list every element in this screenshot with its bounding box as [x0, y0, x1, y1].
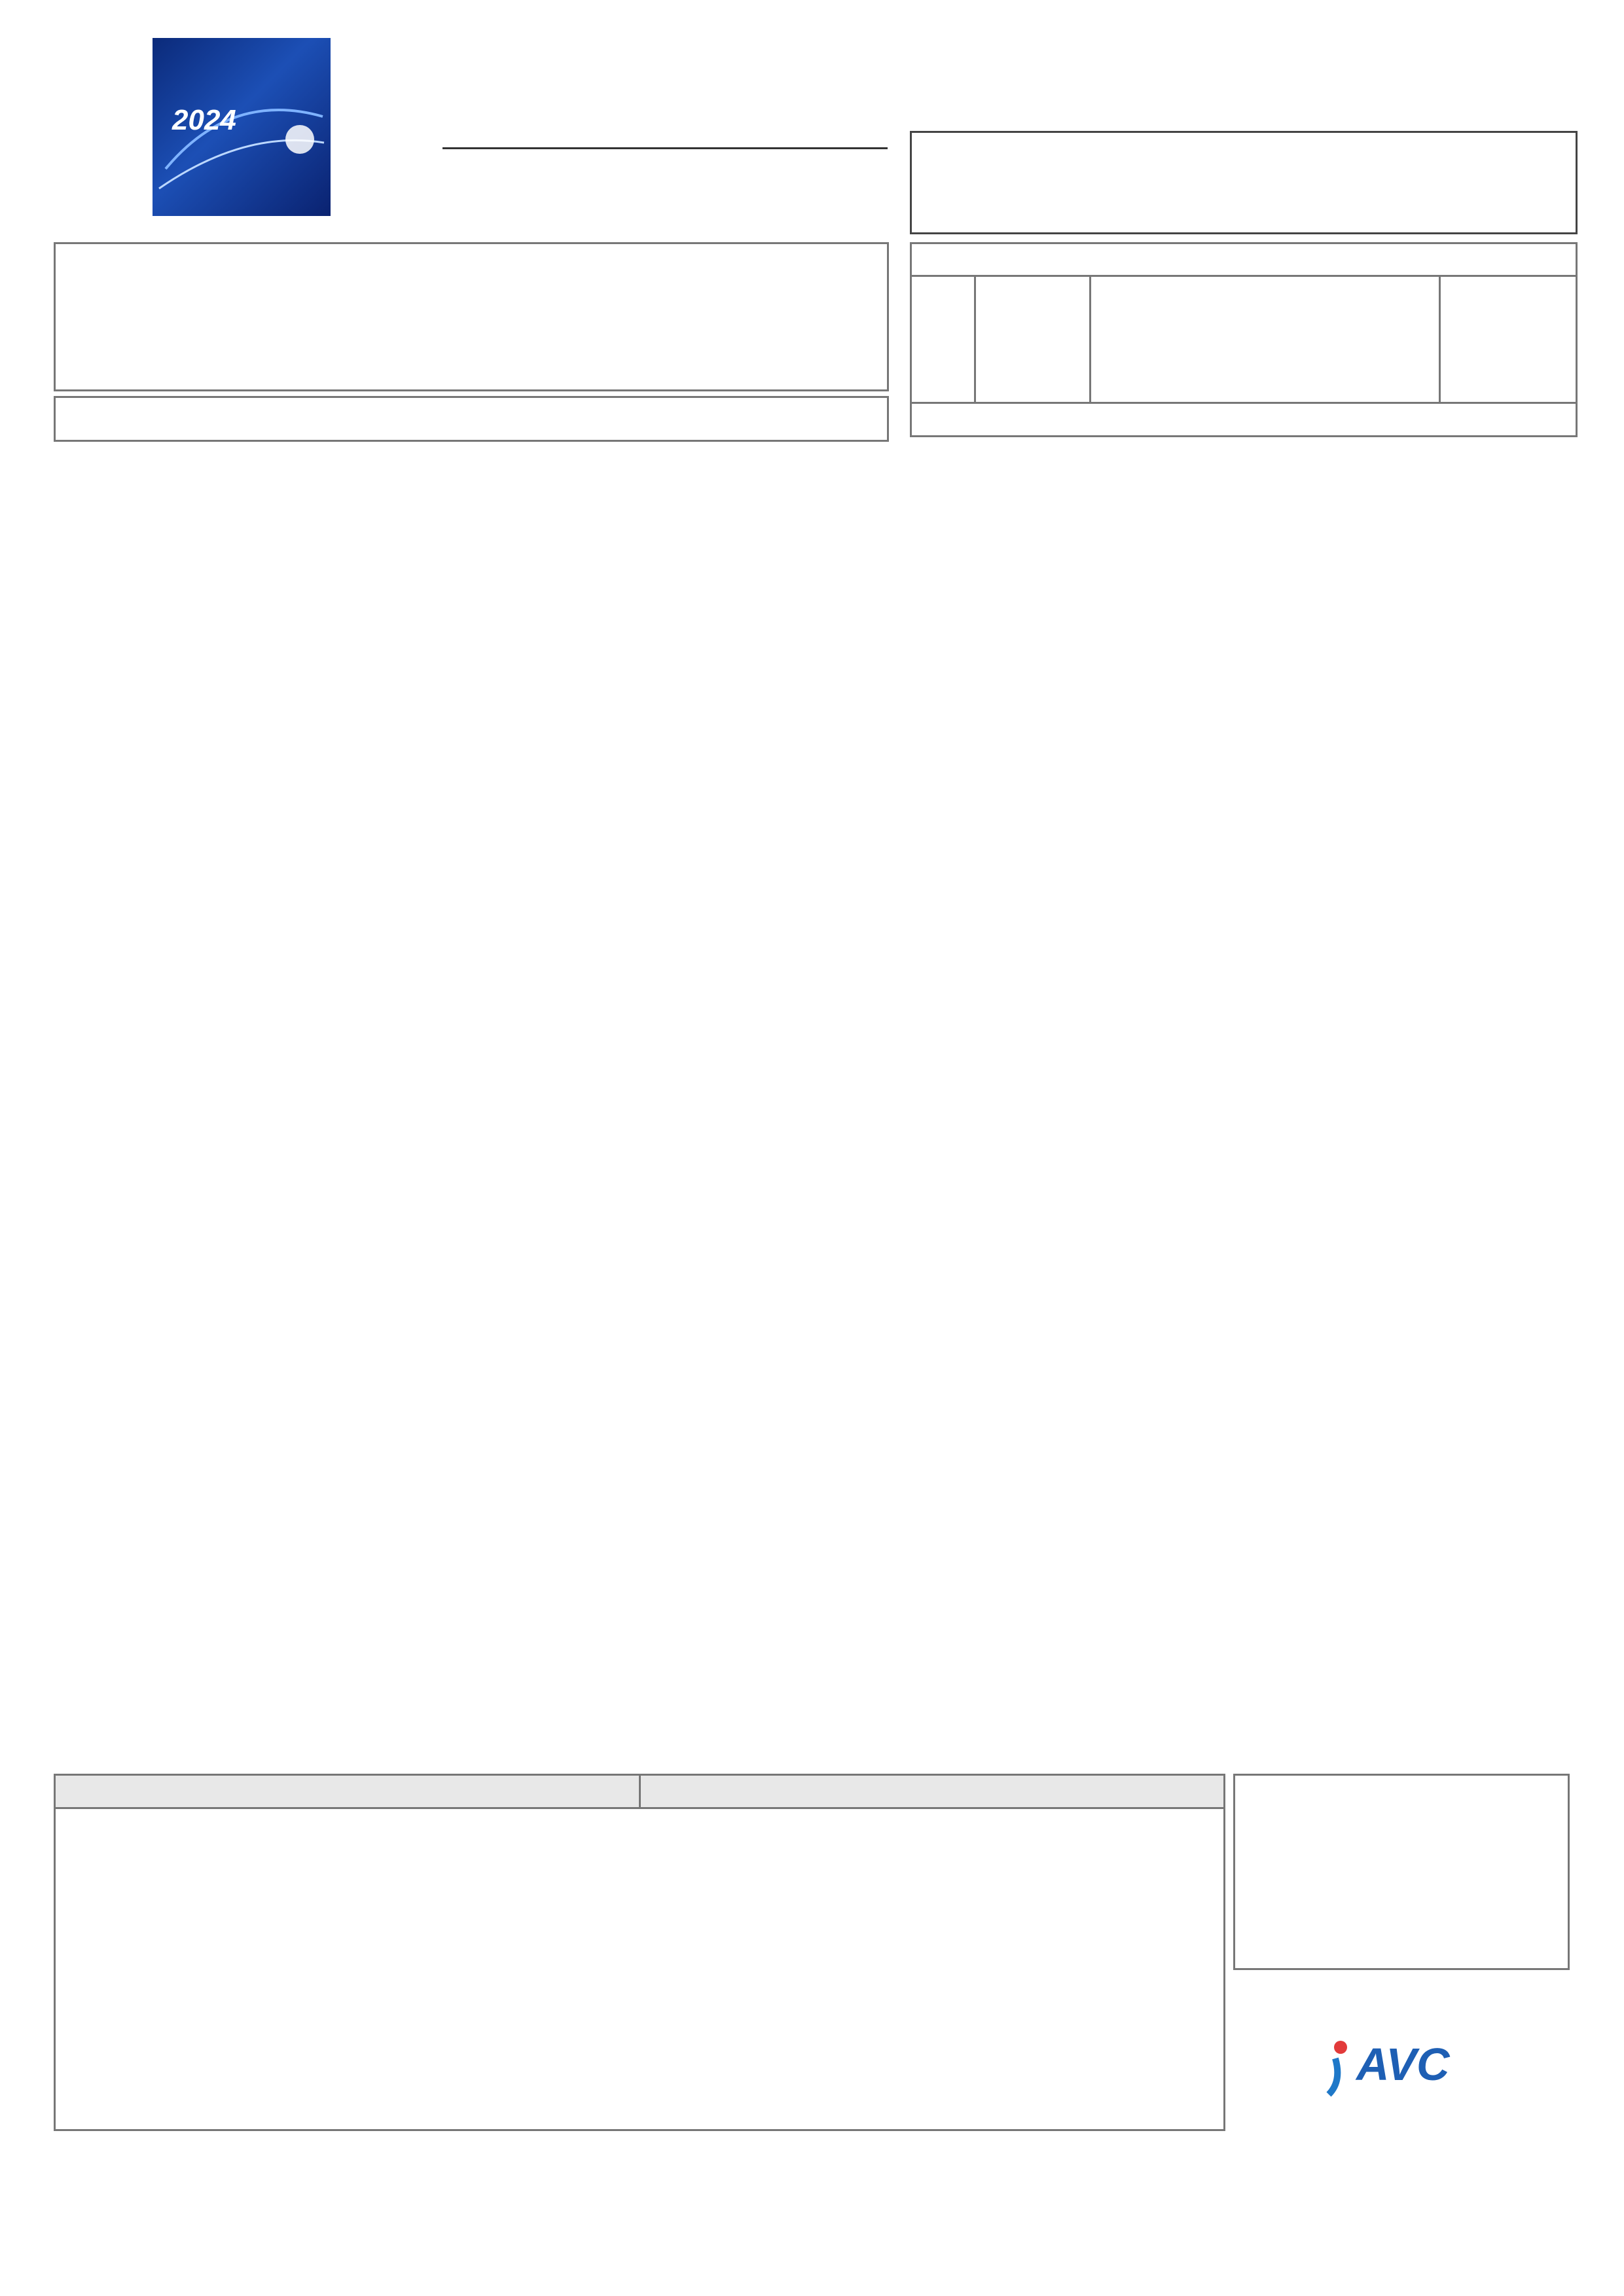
bottom-band-divider	[639, 1774, 641, 1809]
avc-logo-icon	[1316, 2029, 1486, 2108]
score-box	[910, 131, 1578, 234]
legend-box	[1233, 1774, 1570, 1970]
sets-table-divider	[910, 275, 1578, 277]
sets-col-divider-3	[1439, 275, 1441, 402]
title-divider	[442, 147, 888, 149]
bottom-frame	[54, 1809, 1225, 2131]
event-logo-art	[153, 38, 331, 216]
sets-col-divider-1	[974, 275, 976, 402]
referees-box	[54, 396, 889, 442]
svg-text:2024: 2024	[172, 104, 236, 136]
match-info-box	[54, 242, 889, 391]
event-logo	[153, 38, 331, 216]
sets-table-total-divider	[910, 402, 1578, 404]
svg-text:AVC: AVC	[1356, 2039, 1450, 2090]
sets-col-divider-2	[1089, 275, 1091, 402]
avc-logo	[1316, 2029, 1486, 2108]
sets-table-box	[910, 242, 1578, 437]
